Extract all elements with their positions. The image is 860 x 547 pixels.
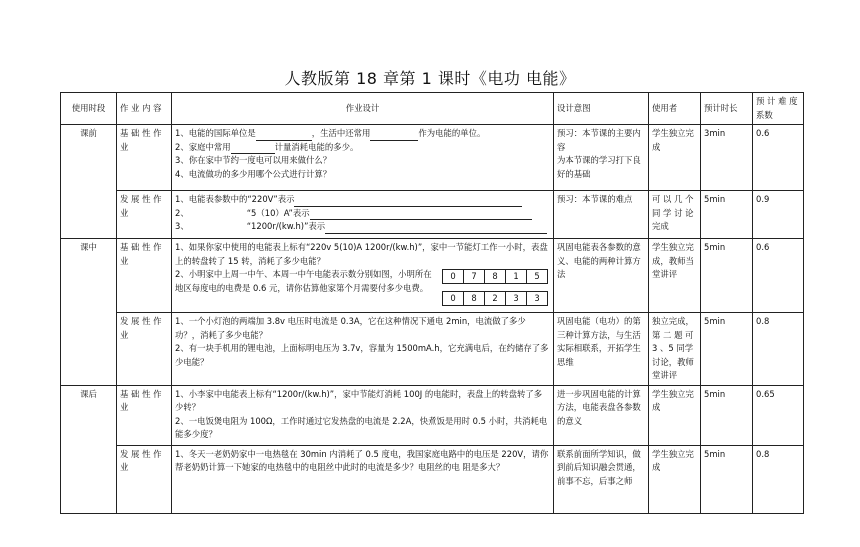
design-cell (172, 125, 554, 191)
header-design: 作业设计 (172, 93, 554, 125)
blank-line (325, 222, 547, 234)
time-cell: 5min (701, 191, 753, 239)
question-text: 1、一个小灯泡的两端加 3.8v 电压时电流是 0.3A，它在这种情况下通电 2min，电流做了多少功？，消耗了多少电能？ (175, 316, 526, 340)
question-text: ，生活中还常用 (311, 128, 371, 138)
header-user: 使用者 (649, 93, 701, 125)
blank-line (310, 208, 532, 220)
table-row (61, 313, 804, 386)
difficulty-cell: 0.8 (753, 445, 804, 513)
stage-in: 课中 (61, 239, 117, 386)
user-cell: 独立完成，第 二 题 可 3 、5 同学讨论，教师堂讲评 (649, 313, 701, 386)
time-cell: 3min (701, 125, 753, 191)
header-time: 预计时长 (701, 93, 753, 125)
type-dev: 发 展 性 作业 (117, 445, 172, 513)
intent-cell: 预习：本节课的主要内容 为本节课的学习打下良好的基础 (554, 125, 649, 191)
table-row (61, 239, 804, 313)
difficulty-cell: 0.9 (753, 191, 804, 239)
difficulty-cell: 0.6 (753, 239, 804, 313)
question-text: 3、你在家中节约一度电可以用来做什么？ (175, 155, 332, 165)
difficulty-cell: 0.6 (753, 125, 804, 191)
stage-post: 课后 (61, 385, 117, 513)
table-row (61, 125, 804, 191)
table-row (61, 385, 804, 445)
type-dev: 发 展 性 作业 (117, 191, 172, 239)
design-cell (172, 191, 554, 239)
type-basic: 基 础 性 作业 (117, 125, 172, 191)
design-cell (172, 385, 554, 445)
header-difficulty: 预 计 难 度系数 (753, 93, 804, 125)
intent-cell: 巩固电能表各参数的意义、电能的两种计算方法 (554, 239, 649, 313)
question-text: 1、电能表参数中的“220V”表示 (175, 194, 295, 204)
question-text: 1、电能的国际单位是 (175, 128, 256, 138)
intent-cell: 巩固电能（电功）的第三种计算方法，与生活实际相联系，开拓学生思维 (554, 313, 649, 386)
blank-line (370, 129, 418, 141)
question-text: 2、家庭中常用 (175, 141, 231, 152)
question-text: 1、冬天一老奶奶家中一电热毯在 30min 内消耗了 0.5 度电，我国家庭电路中的电压是 220V，请你帮老奶奶计算一下她家的电热毯中的电阻丝中此时的电流是多少？电阻丝的电 阻是多大？ (175, 448, 549, 472)
meter-reading-after: 0 8 2 3 3 (442, 291, 548, 306)
header-row (61, 93, 804, 125)
difficulty-cell: 0.65 (753, 385, 804, 445)
intent-cell: 联系前面所学知识，做到前后知识融会贯通，前事不忘，后事之师 (554, 445, 649, 513)
question-text: 1、如果你家中使用的电能表上标有“220v 5(10)A 1200r/(kw.h)”，家中一节能灯工作一小时，表盘上的转盘转了 15 转，消耗了多少电能？ (175, 242, 548, 266)
question-text: “1200r/(kw.h)”表示 (246, 221, 326, 231)
blank-line (231, 142, 275, 154)
user-cell: 学生独立完成 (649, 125, 701, 191)
time-cell: 5min (701, 313, 753, 386)
type-basic: 基 础 性 作业 (117, 385, 172, 445)
intent-cell: 预习：本节课的难点 (554, 191, 649, 239)
blank-line (256, 129, 312, 141)
design-cell (172, 445, 554, 513)
question-text: 3、 (175, 221, 189, 231)
header-intent: 设计意图 (554, 93, 649, 125)
table-row (61, 191, 804, 239)
user-cell: 可 以 几 个 同 学 讨 论 完成 (649, 191, 701, 239)
design-cell (172, 239, 554, 313)
question-text: “5（10）A”表示 (246, 207, 310, 218)
type-basic: 基 础 性 作业 (117, 239, 172, 313)
user-cell: 学生独立完成 (649, 385, 701, 445)
question-text: 计量消耗电能的多少。 (274, 141, 359, 152)
stage-pre: 课前 (61, 125, 117, 239)
question-text: 2、有一块手机用的锂电池，上面标明电压为 3.7v，容量为 1500mA.h，它充满电后，在约储存了多少电能？ (175, 343, 549, 367)
meter-reading-before: 0 7 8 1 5 (442, 269, 548, 284)
question-text: 1、小李家中电能表上标有“1200r/(kw.h)”，家中节能灯消耗 100J 的电能时，表盘上的转盘转了多少转？ (175, 388, 543, 412)
question-text: 作为电能的单位。 (418, 128, 486, 138)
homework-design-table (60, 92, 804, 514)
type-dev: 发 展 性 作业 (117, 313, 172, 386)
difficulty-cell: 0.8 (753, 313, 804, 386)
time-cell: 5min (701, 385, 753, 445)
table-row (61, 445, 804, 513)
design-cell (172, 313, 554, 386)
question-text: 2、 (175, 207, 189, 218)
question-text: 2、小明家中上周一中午、本周一中午电能表示数分别如图，小明所在地区每度电的电费是 0.6 元，请你估算他家第个月需要付多少电费。 (175, 269, 432, 293)
intent-cell: 进一步巩固电能的计算方法，电能表盘各参数的意义 (554, 385, 649, 445)
header-stage: 使用时段 (61, 93, 117, 125)
page-title: 人教版第 18 章第 1 课时《电功 电能》 (284, 69, 576, 88)
header-type: 作 业 内 容 (117, 93, 172, 125)
time-cell: 5min (701, 239, 753, 313)
blank-line (294, 195, 522, 207)
question-text: 2、一电饭煲电阻为 100Ω，工作时通过它发热盘的电流是 2.2A，快煮饭是用时 0.5 小时，共消耗电能多少度？ (175, 415, 548, 439)
question-text: 4、电流做功的多少用哪个公式进行计算？ (175, 168, 332, 179)
time-cell: 5min (701, 445, 753, 513)
user-cell: 学生独立完成，教师当堂讲评 (649, 239, 701, 313)
user-cell: 学生独立完成 (649, 445, 701, 513)
